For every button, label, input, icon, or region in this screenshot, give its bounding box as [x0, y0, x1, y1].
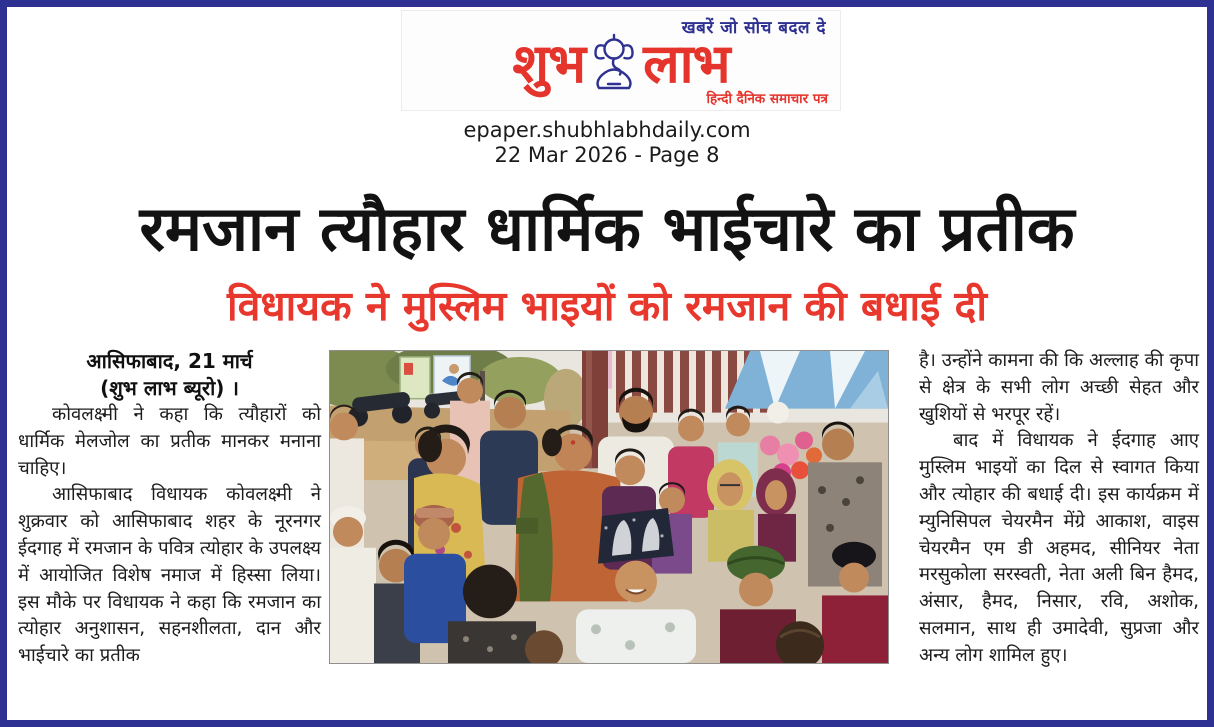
article-paragraph: है। उन्होंने कामना की कि अल्लाह की कृपा से क्षेत्र के सभी लोग अच्छी सेहत और खुशियों से भरपूर रहें।	[919, 350, 1199, 425]
epaper-date-page: 22 Mar 2026 - Page 8	[494, 143, 720, 167]
article-paragraph: आसिफाबाद विधायक कोवलक्ष्मी ने शुक्रवार को आसिफाबाद शहर के नूरनगर ईदगाह में रमजान के पवित्र त्योहार के उपलक्ष्य में आयोजित विशेष नमाज में हिस्सा लिया। इस मौके पर विधायक ने कहा कि रमजान का त्योहार अनुशासन, सहनशीलता, दान और भाईचारे का प्रतीक	[18, 484, 322, 667]
article-paragraph: बाद में विधायक ने ईदगाह आए मुस्लिम भाइयों का दिल से स्वागत किया और त्योहार की बधाई दी। इस कार्यक्रम में म्युनिसिपल चेयरमैन मेंग्रे आकाश, वाइस चेयरमैन एम डी अहमद, सीनियर नेता मरसुकोला सरस्वती, नेता अली बिन हैमद, अंसार, हैमद, निसार, रवि, अशोक, सलमान, साथ ही उमादेवी, सुप्रजा और अन्य लोग शामिल हुए।	[919, 430, 1199, 666]
ganesha-icon	[591, 33, 637, 95]
article-headline: रमजान त्यौहार धार्मिक भाईचारे का प्रतीक	[139, 192, 1075, 265]
title-word-shubh: शुभ	[512, 32, 586, 95]
article-photo	[329, 350, 889, 664]
article-paragraph: कोवलक्ष्मी ने कहा कि त्यौहारों को धार्मिक मेलजोल का प्रतीक मानकर मनाना चाहिए।	[18, 404, 321, 479]
newspaper-title	[402, 33, 840, 95]
article-dateline	[18, 348, 321, 402]
article-column-right	[889, 348, 1203, 670]
masthead-subtitle: हिन्दी दैनिक समाचार पत्र	[706, 91, 828, 107]
epaper-website: epaper.shubhlabhdaily.com	[463, 118, 751, 142]
article-column-left	[18, 348, 321, 670]
epaper-meta	[7, 118, 1207, 168]
newspaper-masthead	[401, 10, 841, 111]
article-body	[18, 348, 1203, 670]
article-subheadline: विधायक ने मुस्लिम भाइयों को रमजान की बधाई दी	[227, 282, 987, 330]
masthead-tagline: खबरें जो सोच बदल दे	[681, 18, 826, 38]
crowd-photo-illustration	[330, 351, 888, 663]
title-word-labh: लाभ	[643, 32, 730, 95]
dateline-place-date: आसिफाबाद, 21 मार्च	[86, 349, 253, 373]
dateline-bureau: (शुभ लाभ ब्यूरो) ।	[100, 376, 239, 400]
